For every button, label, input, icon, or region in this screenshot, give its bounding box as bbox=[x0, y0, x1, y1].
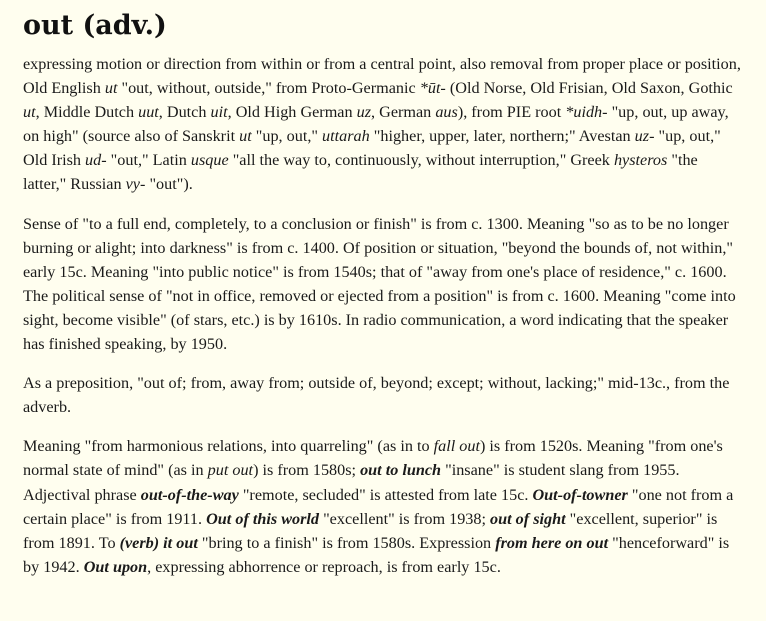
paragraph-text: ) is from 1580s; bbox=[253, 461, 361, 480]
paragraph-text: "one not from a certain place" is from 1911. bbox=[23, 485, 734, 528]
bold-phrase: from here on out bbox=[495, 533, 609, 552]
italic-term: uut bbox=[138, 103, 159, 122]
paragraph-text: "excellent" is from 1938; bbox=[319, 509, 491, 528]
italic-term: *uidh- bbox=[565, 103, 608, 122]
italic-term: fall out bbox=[433, 437, 480, 456]
paragraph-text: expressing motion or direction from within or from a central point, also removal from proper place or position, Old English bbox=[23, 55, 741, 98]
definition-paragraph bbox=[23, 212, 745, 357]
bold-phrase: Out-of-towner bbox=[532, 485, 628, 504]
italic-term: ut bbox=[104, 79, 118, 98]
paragraph-text: "excellent, superior" is from 1891. To bbox=[23, 509, 718, 552]
paragraph-text: "out," Latin bbox=[106, 151, 191, 170]
italic-term: *ūt- bbox=[419, 79, 446, 98]
italic-term: vy- bbox=[125, 175, 146, 194]
paragraph-text: Sense of "to a full end, completely, to a conclusion or finish" is from c. 1300. Meaning "so as to be no longer burning or alight; into darkness" is from c. 1400. Of position or situation, "beyond the bounds of, not within," early 15c. Meaning "into public notice" is from 1540s; that of "away from one's place of residence," c. 1600. The political sense of "not in office, removed or ejected from a position" is from c. 1600. Meaning "come into sight, become visible" (of stars, etc.) is by 1610s. In radio communication, a word indicating that the speaker has finished speaking, by 1950. bbox=[23, 214, 736, 354]
paragraph-text: "up, out," bbox=[251, 127, 323, 146]
paragraph-text: , expressing abhorrence or reproach, is from early 15c. bbox=[147, 557, 501, 576]
italic-term: uz bbox=[356, 103, 372, 122]
italic-term: uit bbox=[210, 103, 228, 122]
definition-paragraph bbox=[23, 52, 745, 197]
entry-headword: out (adv.) bbox=[23, 10, 167, 41]
italic-term: aus bbox=[435, 103, 458, 122]
paragraph-text: ), from PIE root bbox=[457, 103, 566, 122]
paragraph-text: , Dutch bbox=[158, 103, 211, 122]
bold-phrase: Out of this world bbox=[206, 509, 320, 528]
paragraph-text: ) is from 1520s. Meaning "from one's normal state of mind" (as in bbox=[23, 437, 723, 480]
paragraph-text: "remote, secluded" is attested from late 15c. bbox=[238, 485, 533, 504]
paragraph-text: Meaning "from harmonious relations, into quarreling" (as in to bbox=[23, 437, 434, 456]
paragraph-text: "out, without, outside," from Proto-Germanic bbox=[117, 79, 420, 98]
italic-term: hysteros bbox=[613, 151, 668, 170]
italic-term: ud- bbox=[85, 151, 107, 170]
definition-paragraph bbox=[23, 434, 745, 579]
dictionary-entry bbox=[23, 6, 745, 594]
paragraph-text: "all the way to, continuously, without interruption," Greek bbox=[228, 151, 614, 170]
paragraph-text: "the latter," Russian bbox=[23, 151, 698, 194]
bold-phrase: out-of-the-way bbox=[140, 485, 239, 504]
bold-phrase: out of sight bbox=[490, 509, 566, 528]
paragraph-text: , Middle Dutch bbox=[35, 103, 139, 122]
paragraph-text: "insane" is student slang from 1955. Adjectival phrase bbox=[23, 461, 680, 504]
paragraph-text: "henceforward" is by 1942. bbox=[23, 533, 730, 576]
paragraph-text: , German bbox=[371, 103, 436, 122]
italic-term: uttarah bbox=[322, 127, 370, 146]
paragraph-text: (Old Norse, Old Frisian, Old Saxon, Gothic bbox=[445, 79, 733, 98]
paragraph-text: As a preposition, "out of; from, away from; outside of, beyond; except; without, lacking;" mid-13c., from the adverb. bbox=[23, 374, 730, 417]
italic-term: ut bbox=[239, 127, 252, 146]
bold-phrase: out to lunch bbox=[360, 461, 442, 480]
italic-term: uz- bbox=[634, 127, 655, 146]
paragraph-text: "higher, upper, later, northern;" Avestan bbox=[369, 127, 635, 146]
paragraph-text: , Old High German bbox=[227, 103, 357, 122]
italic-term: put out bbox=[207, 461, 254, 480]
italic-term: ut bbox=[23, 103, 36, 122]
italic-term: usque bbox=[190, 151, 229, 170]
paragraph-text: "up, out, up away, on high" (source also of Sanskrit bbox=[23, 103, 729, 146]
paragraph-text: "bring to a finish" is from 1580s. Expression bbox=[197, 533, 496, 552]
definition-paragraph bbox=[23, 371, 745, 419]
bold-phrase: (verb) it out bbox=[119, 533, 198, 552]
bold-phrase: Out upon bbox=[83, 557, 148, 576]
paragraph-text: "out"). bbox=[145, 175, 193, 194]
paragraph-text: "up, out," Old Irish bbox=[23, 127, 721, 170]
entry-body bbox=[23, 52, 745, 579]
